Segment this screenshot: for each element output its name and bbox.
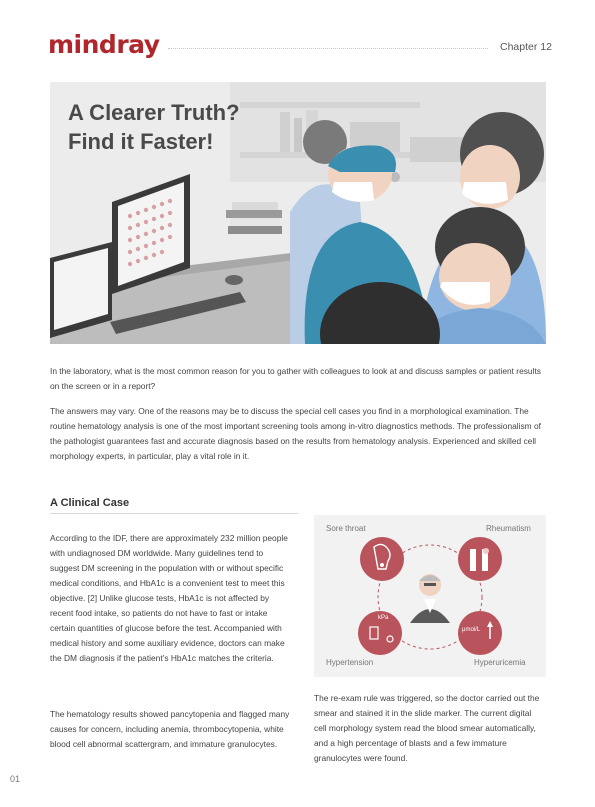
- umol-label: μmol/L: [462, 627, 481, 633]
- throat-icon: [360, 537, 404, 581]
- hero-title-line1: A Clearer Truth?: [68, 100, 240, 125]
- mindray-logo: mindray: [48, 30, 160, 59]
- joint-icon: [458, 537, 502, 581]
- intro-paragraph-2: The answers may vary. One of the reasons may be to discuss the special cell cases you find in a morphological examination. The routine hematology analysis is one of the most important screening tools among in-vitro diagnostics methods. The professionalism of the pathologist guarantees fast and accurate diagnosis based on the results from hematology analysis. Experienced and skilled cell morphology experts, in particular, play a vital role in it.: [50, 406, 541, 461]
- label-hypertension: Hypertension: [326, 658, 374, 667]
- label-sore-throat: Sore throat: [326, 524, 366, 533]
- label-rheumatism: Rheumatism: [486, 524, 531, 533]
- symptom-diagram-graphic: [314, 515, 546, 677]
- page-number: 01: [10, 774, 21, 784]
- symptom-diagram: [314, 515, 546, 677]
- chapter-label: Chapter 12: [500, 41, 552, 53]
- uric-acid-icon: [458, 611, 502, 655]
- hero-title-line2: Find it Faster!: [68, 129, 214, 154]
- left-paragraph-2: The hematology results showed pancytopenia and flagged many causes for concern, including anemia, thrombocytopenia, white blood cell abnormal scattergram, and immature granulocytes.: [50, 709, 290, 749]
- left-paragraph-1: According to the IDF, there are approximately 232 million people with undiagnosed DM worldwide. Many guidelines tend to suggest DM screening in the population with or without specific medical conditions, and HbA1c is a convenient test to meet this objective. [2] Unlike glucose tests, HbA1c is not affected by recent food intake, so patients do not have to fast or intake certain quantities of glucose before the test. Accompanied with medical history and some auxiliary evidence, doctors can make the DM diagnosis if the patient’s HbA1c matches the criteria.: [50, 533, 288, 663]
- intro-paragraph-1: In the laboratory, what is the most common reason for you to gather with colleagues to look at and discuss samples or patient results on the screen or in a report?: [50, 366, 541, 391]
- header-divider: [168, 48, 488, 49]
- section-divider: [50, 513, 298, 514]
- kpa-label: kPa: [378, 615, 389, 621]
- right-paragraph-1: The re-exam rule was triggered, so the doctor carried out the smear and stained it in the slide marker. The current digital cell morphology system read the blood smear automatically, and a high percentage of blasts and a few immature granulocytes were found.: [314, 693, 540, 763]
- label-hyperuricemia: Hyperuricemia: [474, 658, 526, 667]
- hero-illustration: [50, 82, 546, 344]
- section-title: A Clinical Case: [50, 497, 130, 509]
- hero-title: [68, 98, 240, 156]
